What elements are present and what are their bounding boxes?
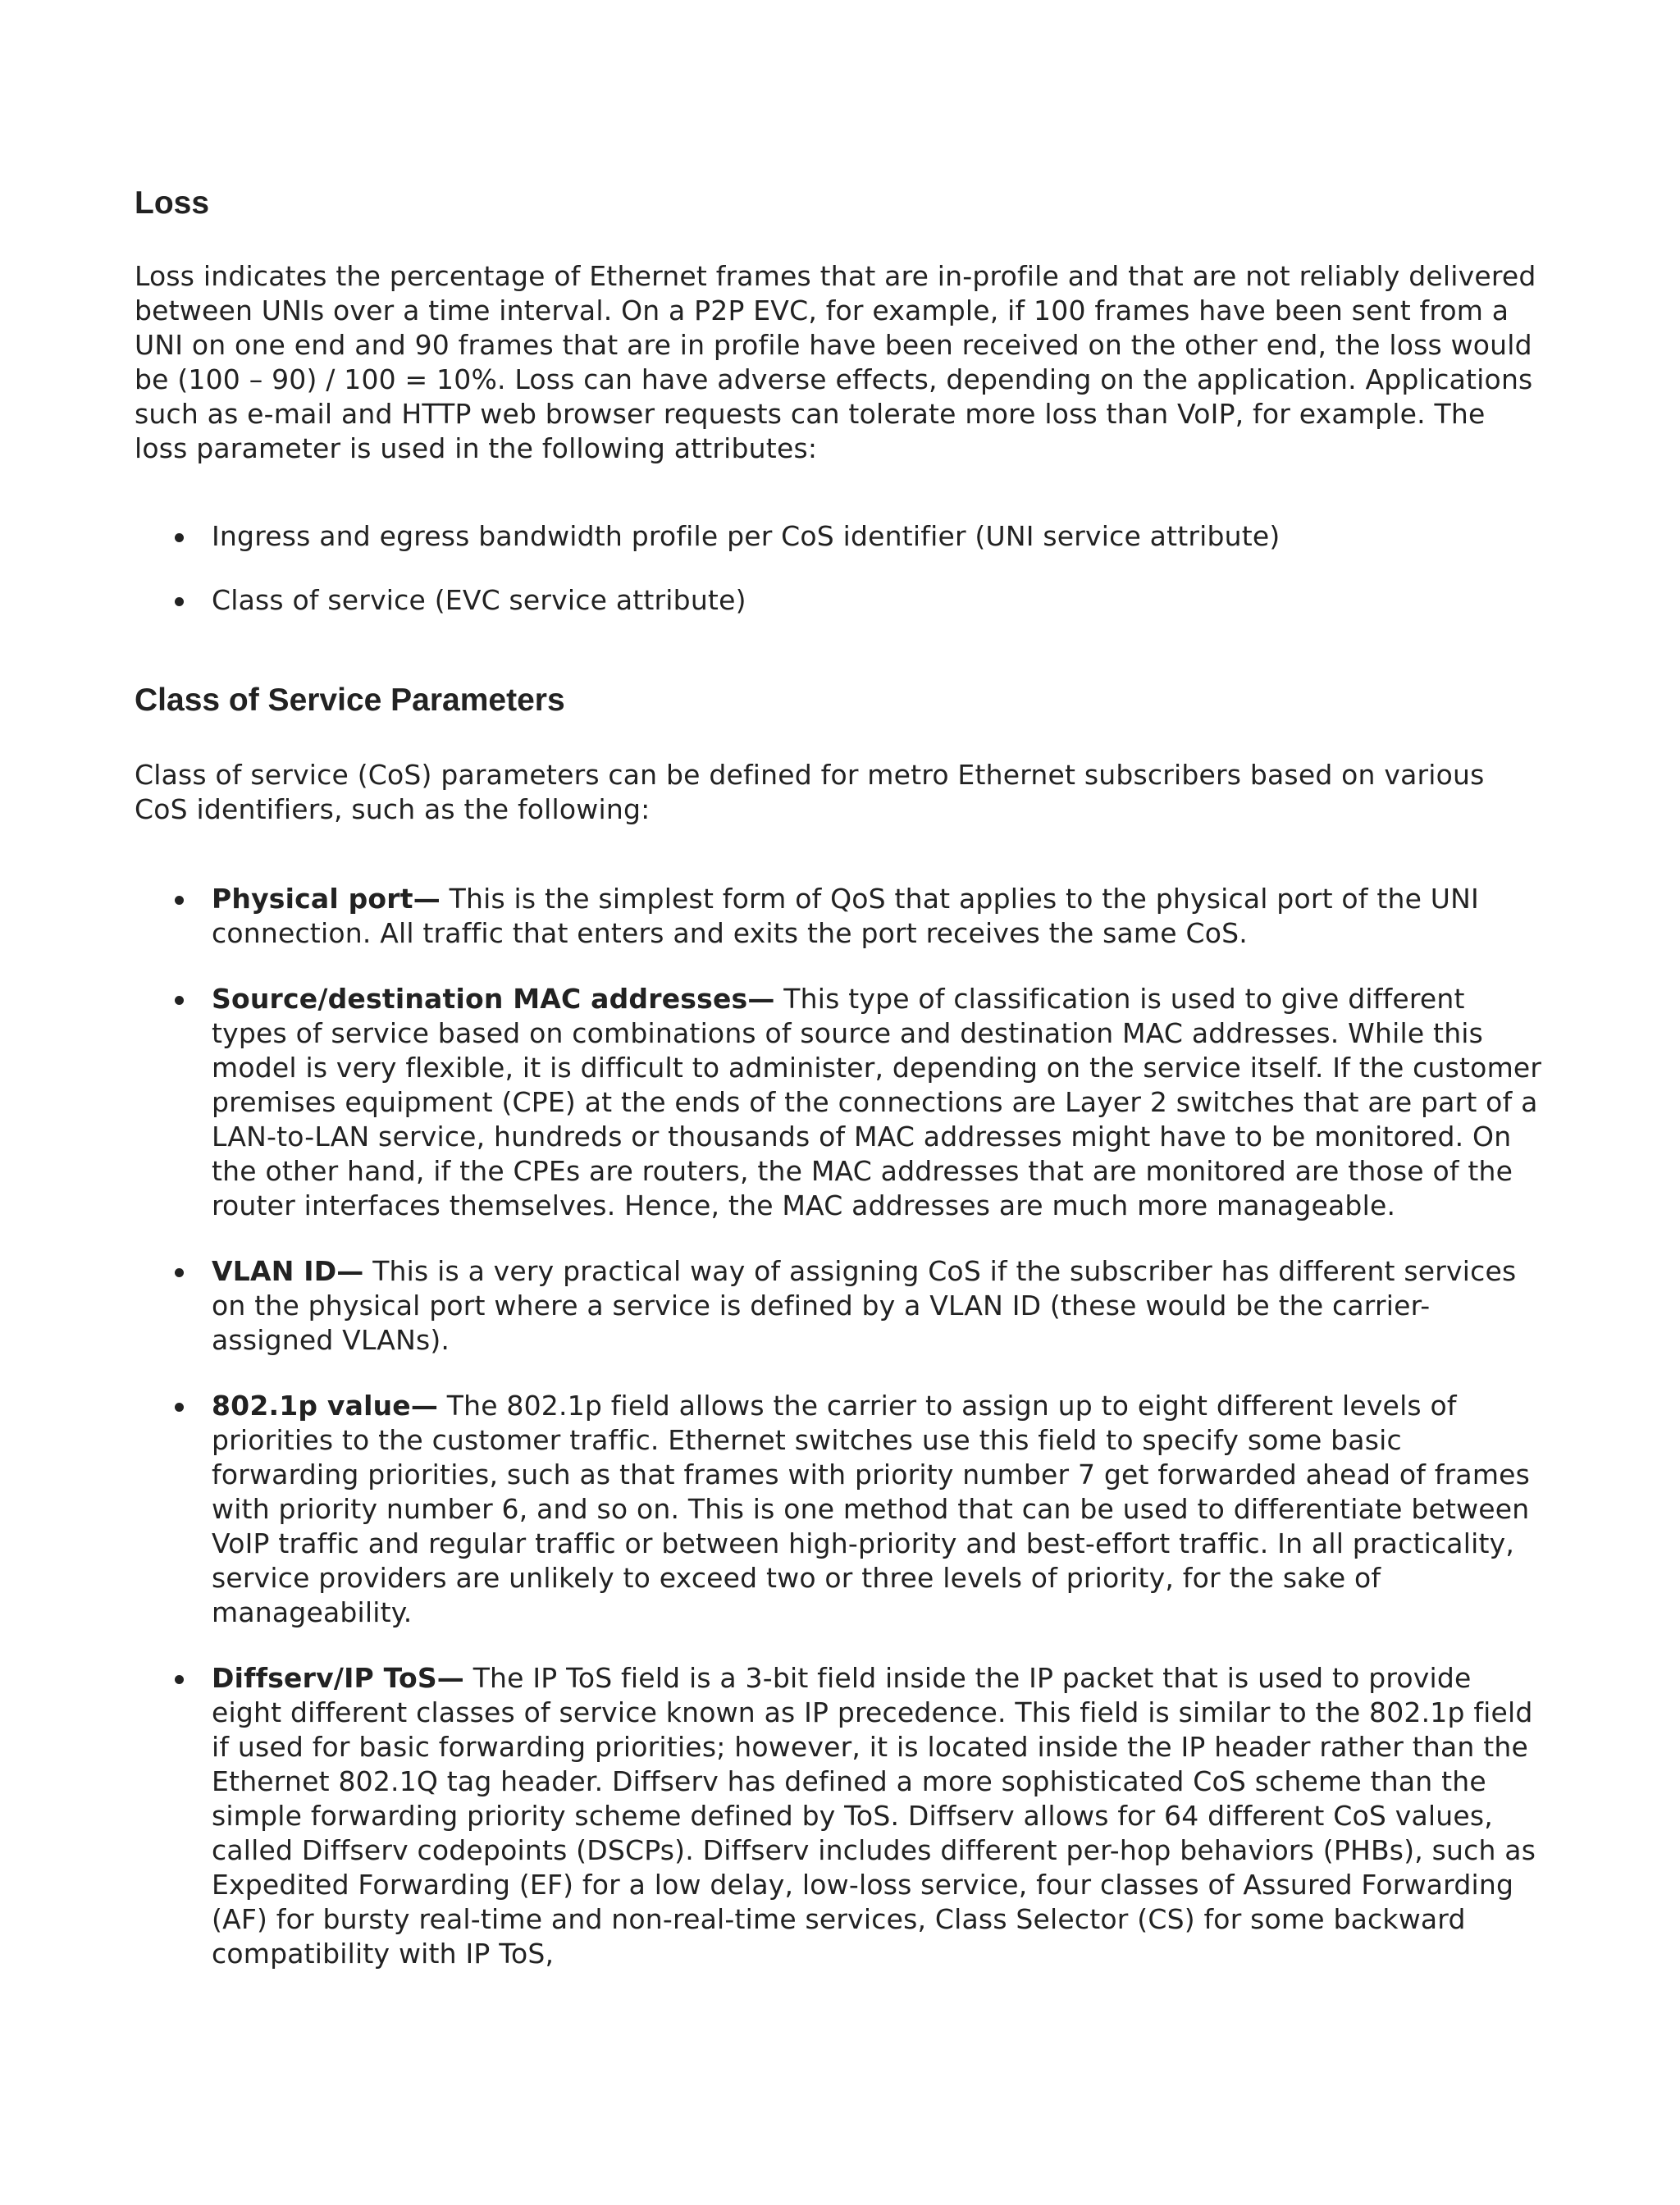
list-item <box>135 882 1545 951</box>
loss-attribute-list <box>135 519 1545 618</box>
list-item-term: Diffserv/IP ToS— <box>212 1661 464 1694</box>
bullet-icon <box>175 597 184 606</box>
list-item-text: Class of service (EVC service attribute) <box>212 583 746 616</box>
cos-identifier-list <box>135 882 1545 1971</box>
list-item <box>135 1661 1545 1971</box>
bullet-icon <box>175 1268 184 1277</box>
list-item <box>135 1254 1545 1358</box>
list-item-text: This is the simplest form of QoS that applies to the physical port of the UNI connection. All traffic that enters and exits the port receives the same CoS. <box>212 882 1479 949</box>
cos-paragraph: Class of service (CoS) parameters can be defined for metro Ethernet subscribers based on various CoS identifiers, such as the following: <box>135 758 1485 825</box>
section-heading-class-of-service: Class of Service Parameters <box>135 682 565 718</box>
list-item-text: The 802.1p field allows the carrier to assign up to eight different levels of priorities to the customer traffic. Ethernet switches use this field to specify some basic forwarding priorities, such as that frames with priority number 7 get forwarded ahead of frames with priority number 6, and so on. This is one method that can be used to differentiate between VoIP traffic and regular traffic or between high-priority and best-effort traffic. In all practicality, service providers are unlikely to exceed two or three levels of priority, for the sake of manageability. <box>212 1389 1531 1628</box>
list-item <box>135 1389 1545 1630</box>
list-item-text: This type of classification is used to give different types of service based on combinations of source and destination MAC addresses. While this model is very flexible, it is difficult to administer, depending on the service itself. If the customer premises equipment (CPE) at the ends of the connections are Layer 2 switches that are part of a LAN-to-LAN service, hundreds or thousands of MAC addresses might have to be monitored. On the other hand, if the CPEs are routers, the MAC addresses that are monitored are those of the router interfaces themselves. Hence, the MAC addresses are much more manageable. <box>212 982 1542 1221</box>
list-item-text: The IP ToS field is a 3-bit field inside the IP packet that is used to provide eight different classes of service known as IP precedence. This field is similar to the 802.1p field if used for basic forwarding priorities; however, it is located inside the IP header rather than the Ethernet 802.1Q tag header. Diffserv has defined a more sophisticated CoS scheme than the simple forwarding priority scheme defined by ToS. Diffserv allows for 64 different CoS values, called Diffserv codepoints (DSCPs). Diffserv includes different per-hop behaviors (PHBs), such as Expedited Forwarding (EF) for a low delay, low-loss service, four classes of Assured Forwarding (AF) for bursty real-time and non-real-time services, Class Selector (CS) for some backward compatibility with IP ToS, <box>212 1661 1536 1970</box>
list-item-term: Source/destination MAC addresses— <box>212 982 775 1015</box>
list-item <box>135 982 1545 1223</box>
loss-paragraph: Loss indicates the percentage of Ethernet frames that are in-profile and that are not reliably delivered between UNIs over a time interval. On a P2P EVC, for example, if 100 frames have been sent from a UNI on one end and 90 frames that are in profile have been received on the other end, the loss would be (100 – 90) / 100 = 10%. Loss can have adverse effects, depending on the application. Applications such as e-mail and HTTP web browser requests can tolerate more loss than VoIP, for example. The loss parameter is used in the following attributes: <box>135 259 1536 464</box>
bullet-icon <box>175 533 184 542</box>
list-item-term: 802.1p value— <box>212 1389 439 1422</box>
section-heading-loss: Loss <box>135 185 210 221</box>
list-item-term: VLAN ID— <box>212 1254 364 1287</box>
bullet-icon <box>175 1675 184 1684</box>
list-item-text: This is a very practical way of assigning CoS if the subscriber has different services on the physical port where a service is defined by a VLAN ID (these would be the carrier-assigned VLANs). <box>212 1254 1517 1356</box>
list-item-text: Ingress and egress bandwidth profile per CoS identifier (UNI service attribute) <box>212 519 1281 552</box>
list-item <box>135 519 1545 554</box>
bullet-icon <box>175 996 184 1005</box>
bullet-icon <box>175 896 184 905</box>
bullet-icon <box>175 1403 184 1412</box>
list-item <box>135 583 1545 618</box>
document-page <box>135 185 1545 1971</box>
list-item-term: Physical port— <box>212 882 441 915</box>
